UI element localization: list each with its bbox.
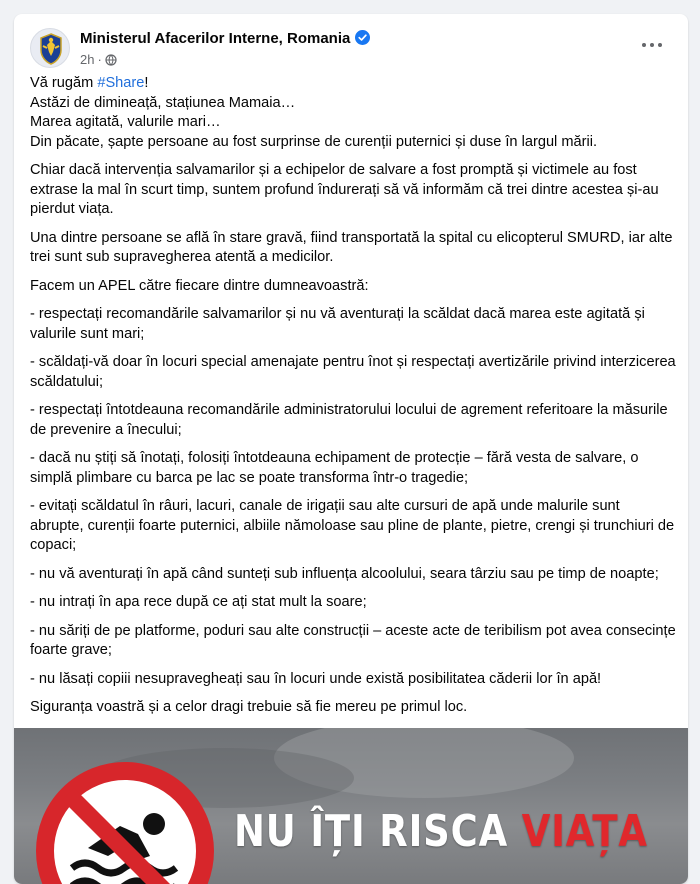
rule-item: - evitați scăldatul în râuri, lacuri, canale de irigații sau alte cursuri de apă unde malurile sunt abrupte, curenții foarte puternici, albiile nămoloase sau pline de plante, pietre, crengi și trunchiuri de copaci; — [30, 498, 675, 553]
rule-item: - nu vă aventurați în apă când sunteți sub influența alcoolului, seara târziu sau pe timp de noapte; — [30, 565, 659, 582]
page-avatar[interactable] — [30, 28, 70, 68]
post-header — [30, 28, 672, 74]
post-image[interactable] — [14, 728, 688, 884]
intro-line-4: Din păcate, șapte persoane au fost surprinse de curenții puternici și duse în largul mării. — [30, 133, 598, 150]
rule-item: - dacă nu știți să înotați, folosiți întotdeauna echipament de protecție – fără vesta de salvare, o simplă plimbare cu barca pe lac se poate transforma într-o tragedie; — [30, 450, 639, 486]
banner-text-red: VIAȚA — [521, 806, 648, 857]
page-name-text[interactable]: Ministerul Afacerilor Interne, Romania — [80, 30, 351, 47]
rule-item: - nu intrați în apa rece după ce ați stat mult la soare; — [30, 594, 367, 610]
post-text — [30, 74, 676, 727]
verified-badge-icon — [355, 30, 370, 49]
rule-item: - scăldați-vă doar în locuri special amenajate pentru înot și respectați avertizările privind interzicerea scăldatului; — [30, 354, 676, 390]
banner-text-white: NU ÎȚI RISCA — [234, 806, 522, 857]
paragraph-victims: Una dintre persoane se află în stare gravă, fiind transportată la spital cu elicopterul SMURD, iar alte trei sunt sub supravegherea atentă a medicilor. — [30, 229, 673, 265]
hashtag-link[interactable]: #Share — [97, 75, 145, 91]
post-timestamp[interactable]: 2h — [80, 52, 95, 67]
post-meta — [80, 52, 117, 69]
rule-item: - respectați recomandările salvamarilor și nu vă aventurați la scăldat dacă marea este agitată și valurile sunt mari; — [30, 306, 645, 342]
intro-line-3: Marea agitată, valurile mari… — [30, 114, 221, 130]
paragraph-intervention: Chiar dacă intervenția salvamarilor și a echipelor de salvare a fost promptă și victimele au fost extrase la mal în scurt timp, suntem profund îndurerați să vă informăm că trei dintre acestea și-au pierdut viața. — [30, 162, 659, 217]
intro-prefix: Vă rugăm — [30, 75, 98, 91]
meta-separator: · — [97, 52, 102, 67]
more-options-icon[interactable] — [640, 38, 664, 52]
rule-item: - nu săriți de pe platforme, poduri sau alte construcții – aceste acte de teribilism pot avea consecințe foarte grave; — [30, 622, 676, 658]
crest-icon — [35, 32, 67, 66]
intro-line-2: Astăzi de dimineață, stațiunea Mamaia… — [30, 94, 296, 111]
paragraph-closing: Siguranța voastră și a celor dragi trebuie să fie mereu pe primul loc. — [30, 699, 468, 715]
post-card — [14, 14, 688, 884]
banner-text — [234, 806, 648, 857]
page-name[interactable] — [80, 30, 370, 49]
no-swimming-icon — [30, 756, 220, 884]
globe-icon[interactable] — [105, 54, 117, 69]
paragraph-appeal: Facem un APEL către fiecare dintre dumneavoastră: — [30, 277, 369, 294]
rule-item: - respectați întotdeauna recomandările administratorului locului de agrement referitoare la măsurile de prevenire a înecului; — [30, 402, 668, 438]
rule-item: - nu lăsați copiii nesupravegheați sau în locuri unde există posibilitatea căderii lor în apă! — [30, 670, 602, 687]
intro-suffix: ! — [144, 75, 149, 91]
intro-block — [30, 74, 676, 152]
